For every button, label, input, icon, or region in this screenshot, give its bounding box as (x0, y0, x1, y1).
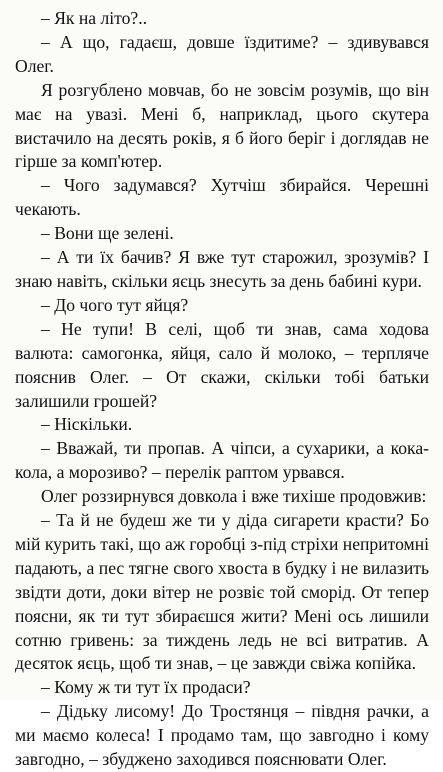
paragraph: – Вважай, ти пропав. А чіпси, а сухарики, а кока-кола, а морозиво? – перелік раптом урвався. (15, 438, 429, 483)
paragraph: – Не тупи! В селі, щоб ти знав, сама ходова валюта: самогонка, яйця, сало й молоко, – терпляче пояснив Олег. – От скажи, скільки тобі батьки залишили грошей? (15, 318, 429, 411)
paragraph: – Як на літо?.. (41, 8, 148, 28)
paragraph: – Дідьку лисому! До Тростянця – півдня рачки, а ми маємо колеса! І продамо там, що завгодно і кому завгодно, – збуджено заходився пояснювати Олег. (15, 701, 429, 770)
page-text (15, 7, 429, 772)
paragraph: – Ніскільки. (41, 414, 133, 435)
paragraph: – Кому ж ти тут їх продаси? (41, 677, 251, 698)
paragraph: – А що, гадаєш, довше їздитиме? – здивувався Олег. (15, 31, 429, 76)
paragraph: Олег роззирнувся довкола і вже тихіше продовжив: (41, 486, 427, 507)
paragraph: – Чого задумався? Хутчіш збирайся. Черешні чекають. (15, 175, 429, 220)
paragraph: – А ти їх бачив? Я вже тут старожил, зрозумів? І знаю навіть, скільки яєць знесуть за день бабині кури. (15, 247, 429, 291)
paragraph: – Вони ще зелені. (41, 223, 174, 244)
paragraph: Я розгублено мовчав, бо не зовсім розумів, що він має на увазі. Мені б, наприклад, цього скутера вистачило на десять років, я б його беріг і доглядав не гірше за комп'ютер. (15, 79, 429, 172)
paragraph: – До чого тут яйця? (41, 294, 189, 315)
paragraph: – Та й не будеш же ти у діда сигарети красти? Бо мій курить такі, що аж горобці з-під стріхи непритомні падають, а пес тягне свого хвоста в будку і не вилазить звідти доти, доки вітер не розвіє той сморід. От тепер поясни, як ти тут збираєшся жити? Мені ось лишили сотню гривень: за тиждень ледь не всі витратив. А десяток яєць, щоб ти знав, – це завжди свіжа копійка. (15, 510, 429, 674)
